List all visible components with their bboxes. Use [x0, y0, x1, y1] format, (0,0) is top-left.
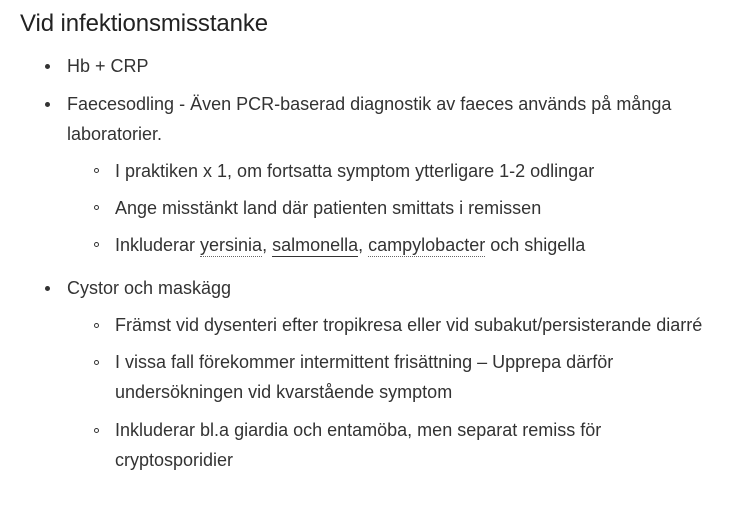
list-item-faecesodling-line2: laboratorier.	[67, 124, 163, 144]
section-heading: Vid infektionsmisstanke	[20, 10, 269, 37]
bullet-disc	[45, 64, 50, 69]
sublist-item-ange-land: Ange misstänkt land där patienten smittats i remissen	[115, 198, 542, 218]
sublist-item-dysenteri: Främst vid dysenteri efter tropikresa eller vid subakut/persisterande diarré	[115, 315, 703, 335]
bullet-disc	[45, 286, 50, 291]
bullet-circle	[94, 242, 99, 247]
term-link-salmonella[interactable]: salmonella	[272, 235, 359, 255]
bullet-circle	[94, 205, 99, 210]
sublist-item-intermittent-line2: undersökningen vid kvarstående symptom	[115, 382, 453, 402]
list-item-cystor: Cystor och maskägg	[67, 278, 232, 298]
term-link-campylobacter[interactable]: campylobacter	[368, 235, 486, 255]
sublist-item-giardia-line2: cryptosporidier	[115, 450, 234, 470]
separator: ,	[262, 235, 273, 255]
sublist-item-inkluderar-bakterier	[115, 230, 585, 260]
bullet-circle	[94, 360, 99, 365]
bullet-disc	[45, 102, 50, 107]
sublist-item-giardia-line1: Inkluderar bl.a giardia och entamöba, men separat remiss för	[115, 420, 602, 440]
list-item-faecesodling-line1: Faecesodling - Även PCR-baserad diagnostik av faeces används på många	[67, 94, 672, 114]
inkluderar-prefix: Inkluderar	[115, 235, 201, 255]
list-item-hb-crp: Hb + CRP	[67, 56, 149, 76]
bullet-circle	[94, 428, 99, 433]
sublist-item-praktiken: I praktiken x 1, om fortsatta symptom ytterligare 1-2 odlingar	[115, 161, 595, 181]
term-link-yersinia[interactable]: yersinia	[200, 235, 263, 255]
separator: ,	[358, 235, 369, 255]
bullet-circle	[94, 168, 99, 173]
bullet-circle	[94, 323, 99, 328]
inkluderar-suffix: och shigella	[485, 235, 586, 255]
sublist-item-intermittent-line1: I vissa fall förekommer intermittent frisättning – Upprepa därför	[115, 352, 614, 372]
